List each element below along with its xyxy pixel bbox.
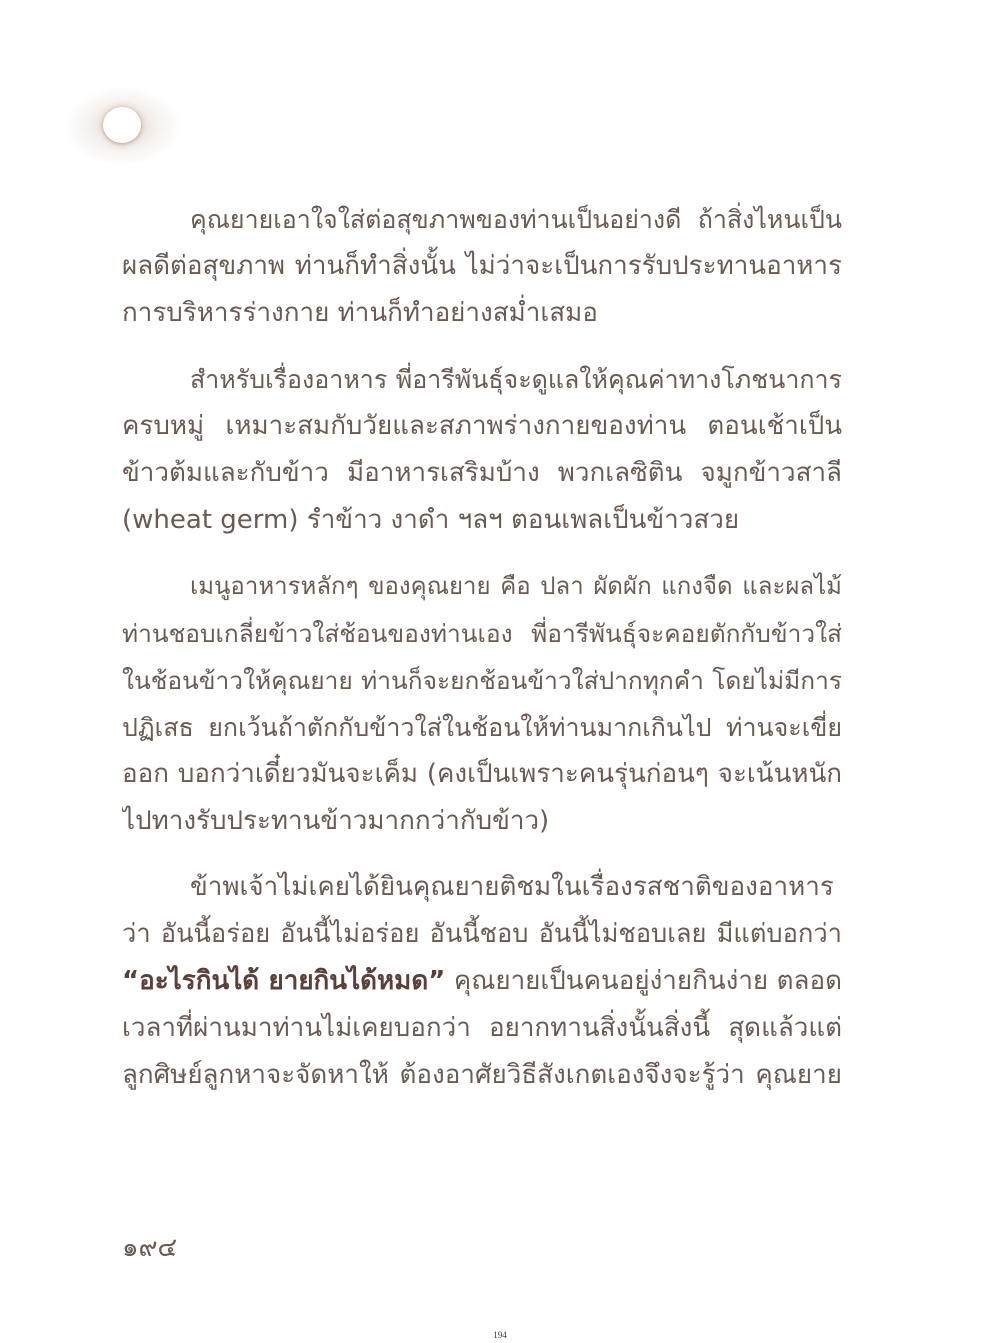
paragraph-1 bbox=[122, 196, 842, 337]
decorative-circle-icon bbox=[103, 107, 141, 143]
text-line: ในช้อนข้าวให้คุณยาย ท่านก็จะยกช้อนข้าวใส่ปากทุกคำ โดยไม่มีการ bbox=[122, 666, 842, 695]
text-line: ว่า อันนี้อร่อย อันนี้ไม่อร่อย อันนี้ชอบ อันนี้ไม่ชอบเลย มีแต่บอกว่า bbox=[122, 919, 842, 949]
paragraph-3 bbox=[122, 563, 842, 845]
text-span: คุณยายเป็นคนอยู่ง่ายกินง่าย ตลอด bbox=[445, 966, 842, 996]
text-line: เวลาที่ผ่านมาท่านไม่เคยบอกว่า อยากทานสิ่งนั้นสิ่งนี้ สุดแล้วแต่ bbox=[122, 1013, 842, 1043]
text-line: ออก บอกว่าเดี๋ยวมันจะเค็ม (คงเป็นเพราะคนรุ่นก่อนๆ จะเน้นหนัก bbox=[122, 759, 842, 789]
text-line: (wheat germ) รำข้าว งาดำ ฯลฯ ตอนเพลเป็นข้าวสวย bbox=[122, 505, 740, 535]
text-line: สำหรับเรื่องอาหาร พี่อารีพันธุ์จะดูแลให้คุณค่าทางโภชนาการ bbox=[190, 365, 842, 394]
quote-emphasis: “อะไรกินได้ ยายกินได้หมด” bbox=[122, 966, 446, 996]
text-line: ไปทางรับประทานข้าวมากกว่ากับข้าว) bbox=[122, 806, 550, 836]
page-number-thai: ๑๙๔ bbox=[122, 1233, 178, 1263]
text-line: ผลดีต่อสุขภาพ ท่านก็ทำสิ่งนั้น ไม่ว่าจะเป็นการรับประทานอาหาร bbox=[122, 251, 842, 281]
text-line: ข้าพเจ้าไม่เคยได้ยินคุณยายติชมในเรื่องรสชาติของอาหาร bbox=[190, 872, 834, 902]
text-line: คุณยายเอาใจใส่ต่อสุขภาพของท่านเป็นอย่างดี ถ้าสิ่งไหนเป็น bbox=[190, 205, 842, 234]
text-line bbox=[122, 958, 842, 1005]
text-line: ท่านชอบเกลี่ยข้าวใส่ช้อนของท่านเอง พี่อารีพันธุ์จะคอยตักกับข้าวใส่ bbox=[122, 619, 842, 648]
paragraph-2 bbox=[122, 356, 842, 544]
text-line: ปฏิเสธ ยกเว้นถ้าตักกับข้าวใส่ในช้อนให้ท่านมากเกินไป ท่านจะเขี่ย bbox=[122, 713, 842, 742]
text-line: ข้าวต้มและกับข้าว มีอาหารเสริมบ้าง พวกเลซิติน จมูกข้าวสาลี bbox=[122, 458, 842, 488]
body-text bbox=[122, 196, 842, 1118]
text-line: เมนูอาหารหลักๆ ของคุณยาย คือ ปลา ผัดผัก แกงจืด และผลไม้ bbox=[190, 572, 842, 600]
text-line: ครบหมู่ เหมาะสมกับวัยและสภาพร่างกายของท่าน ตอนเช้าเป็น bbox=[122, 411, 842, 441]
text-line: ลูกศิษย์ลูกหาจะจัดหาให้ ต้องอาศัยวิธีสังเกตเองจึงจะรู้ว่า คุณยาย bbox=[122, 1060, 842, 1090]
text-line: การบริหารร่างกาย ท่านก็ทำอย่างสม่ำเสมอ bbox=[122, 298, 598, 328]
page-number: 194 bbox=[493, 1330, 507, 1340]
paragraph-4 bbox=[122, 864, 842, 1099]
